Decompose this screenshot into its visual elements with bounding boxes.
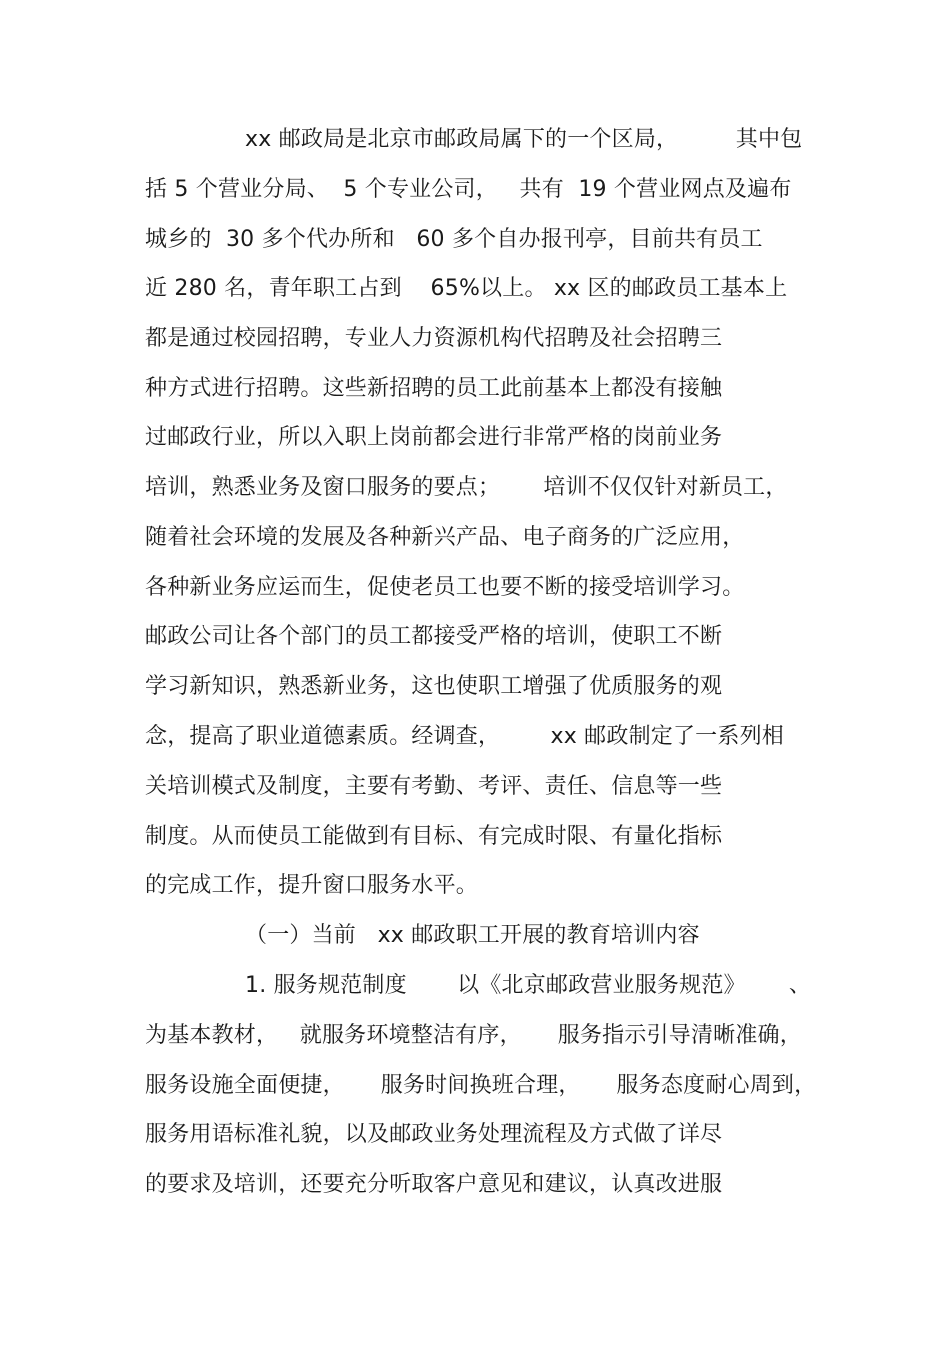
paragraph-line-2: 括 5 个营业分局、 5 个专业公司， 共有 19 个营业网点及遍布	[145, 177, 792, 202]
section-heading: （一）当前 xx 邮政职工开展的教育培训内容	[245, 923, 700, 948]
paragraph-line-11: 邮政公司让各个部门的员工都接受严格的培训，使职工不断	[145, 624, 723, 649]
paragraph-line-10: 各种新业务应运而生，促使老员工也要不断的接受培训学习。	[145, 575, 745, 600]
paragraph-line-3: 城乡的 30 多个代办所和 60 多个自办报刊亭，目前共有员工	[145, 227, 763, 252]
paragraph-line-16: 的完成工作，提升窗口服务水平。	[145, 873, 479, 898]
paragraph-line-8: 培训，熟悉业务及窗口服务的要点； 培训不仅仅针对新员工，	[145, 475, 788, 500]
paragraph-line-9: 随着社会环境的发展及各种新兴产品、电子商务的广泛应用，	[145, 525, 745, 550]
paragraph-line-5: 都是通过校园招聘，专业人力资源机构代招聘及社会招聘三	[145, 326, 723, 351]
paragraph-line-13: 念，提高了职业道德素质。经调查， xx 邮政制定了一系列相	[145, 724, 784, 749]
paragraph-line-12: 学习新知识，熟悉新业务，这也使职工增强了优质服务的观	[145, 674, 723, 699]
subsection-line-3: 服务设施全面便捷， 服务时间换班合理， 服务态度耐心周到，	[145, 1073, 817, 1098]
paragraph-line-6: 种方式进行招聘。这些新招聘的员工此前基本上都没有接触	[145, 376, 723, 401]
subsection-line-4: 服务用语标准礼貌，以及邮政业务处理流程及方式做了详尽	[145, 1122, 723, 1147]
subsection-line-1: 1. 服务规范制度 以《北京邮政营业服务规范》 、	[245, 973, 812, 998]
paragraph-line-15: 制度。从而使员工能做到有目标、有完成时限、有量化指标	[145, 824, 723, 849]
paragraph-line-14: 关培训模式及制度，主要有考勤、考评、责任、信息等一些	[145, 774, 723, 799]
paragraph-line-4: 近 280 名，青年职工占到 65%以上。 xx 区的邮政员工基本上	[145, 276, 788, 301]
subsection-line-2: 为基本教材， 就服务环境整洁有序， 服务指示引导清晰准确，	[145, 1023, 802, 1048]
subsection-line-5: 的要求及培训，还要充分听取客户意见和建议，认真改进服	[145, 1172, 723, 1197]
paragraph-line-1: xx 邮政局是北京市邮政局属下的一个区局， 其中包	[245, 127, 803, 152]
paragraph-line-7: 过邮政行业，所以入职上岗前都会进行非常严格的岗前业务	[145, 425, 723, 450]
